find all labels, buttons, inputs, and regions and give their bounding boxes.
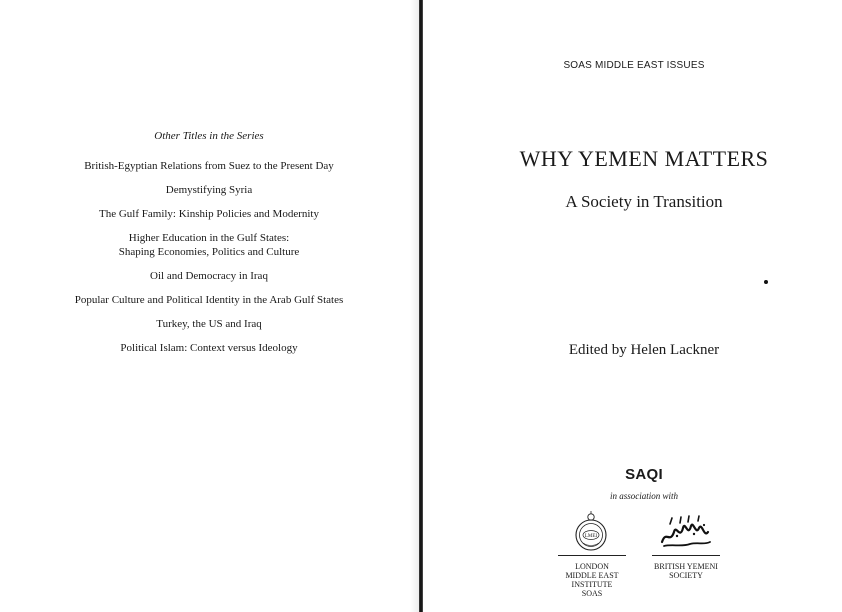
institution-line: SOAS [581,589,603,598]
institution-line: BRITISH YEMENI [654,562,718,571]
series-title-item [0,293,418,307]
book-title: WHY YEMEN MATTERS [519,146,769,171]
book-subtitle: A Society in Transition [565,192,723,211]
series-title-item [0,183,418,197]
publisher-name: SAQI [625,466,663,483]
series-heading: Other Titles in the Series [154,130,264,142]
institution-line: INSTITUTE [571,580,613,589]
series-title-item [0,317,418,331]
series-title-line: Shaping Economies, Politics and Culture [118,246,300,258]
series-title-item [0,269,418,283]
book-spine [419,0,423,612]
series-title-item [0,341,418,355]
series-label: SOAS MIDDLE EAST ISSUES [563,60,705,71]
lmei-seal-icon [574,510,608,552]
bys-institution-name [646,555,726,580]
series-title-item [0,231,418,259]
lmei-seal-text: LMEI [584,534,598,539]
series-title-line: Political Islam: Context versus Ideology [120,342,298,354]
series-title-line: The Gulf Family: Kinship Policies and Modernity [99,208,319,220]
institution-line: SOCIETY [669,571,703,580]
association-text: in association with [609,491,678,501]
series-title-line: Popular Culture and Political Identity in the Arab Gulf States [74,294,344,306]
series-titles-list [0,159,418,365]
institution-line: MIDDLE EAST [565,571,619,580]
institution-line: LONDON [575,562,609,571]
editor-credit: Edited by Helen Lackner [568,342,720,358]
series-title-item [0,159,418,173]
series-title-line: British-Egyptian Relations from Suez to the Present Day [84,160,334,172]
series-title-line: Higher Education in the Gulf States: [128,232,290,244]
series-title-line: Turkey, the US and Iraq [156,318,262,330]
series-title-item [0,207,418,221]
series-title-line: Oil and Democracy in Iraq [150,270,268,282]
title-page [426,0,842,612]
series-title-line: Demystifying Syria [165,184,253,196]
left-page [0,0,418,612]
print-speck [764,280,768,284]
divider [652,555,720,556]
divider [558,555,626,556]
lmei-institution-name [552,555,632,598]
arabic-calligraphy-logo-icon [658,514,712,550]
